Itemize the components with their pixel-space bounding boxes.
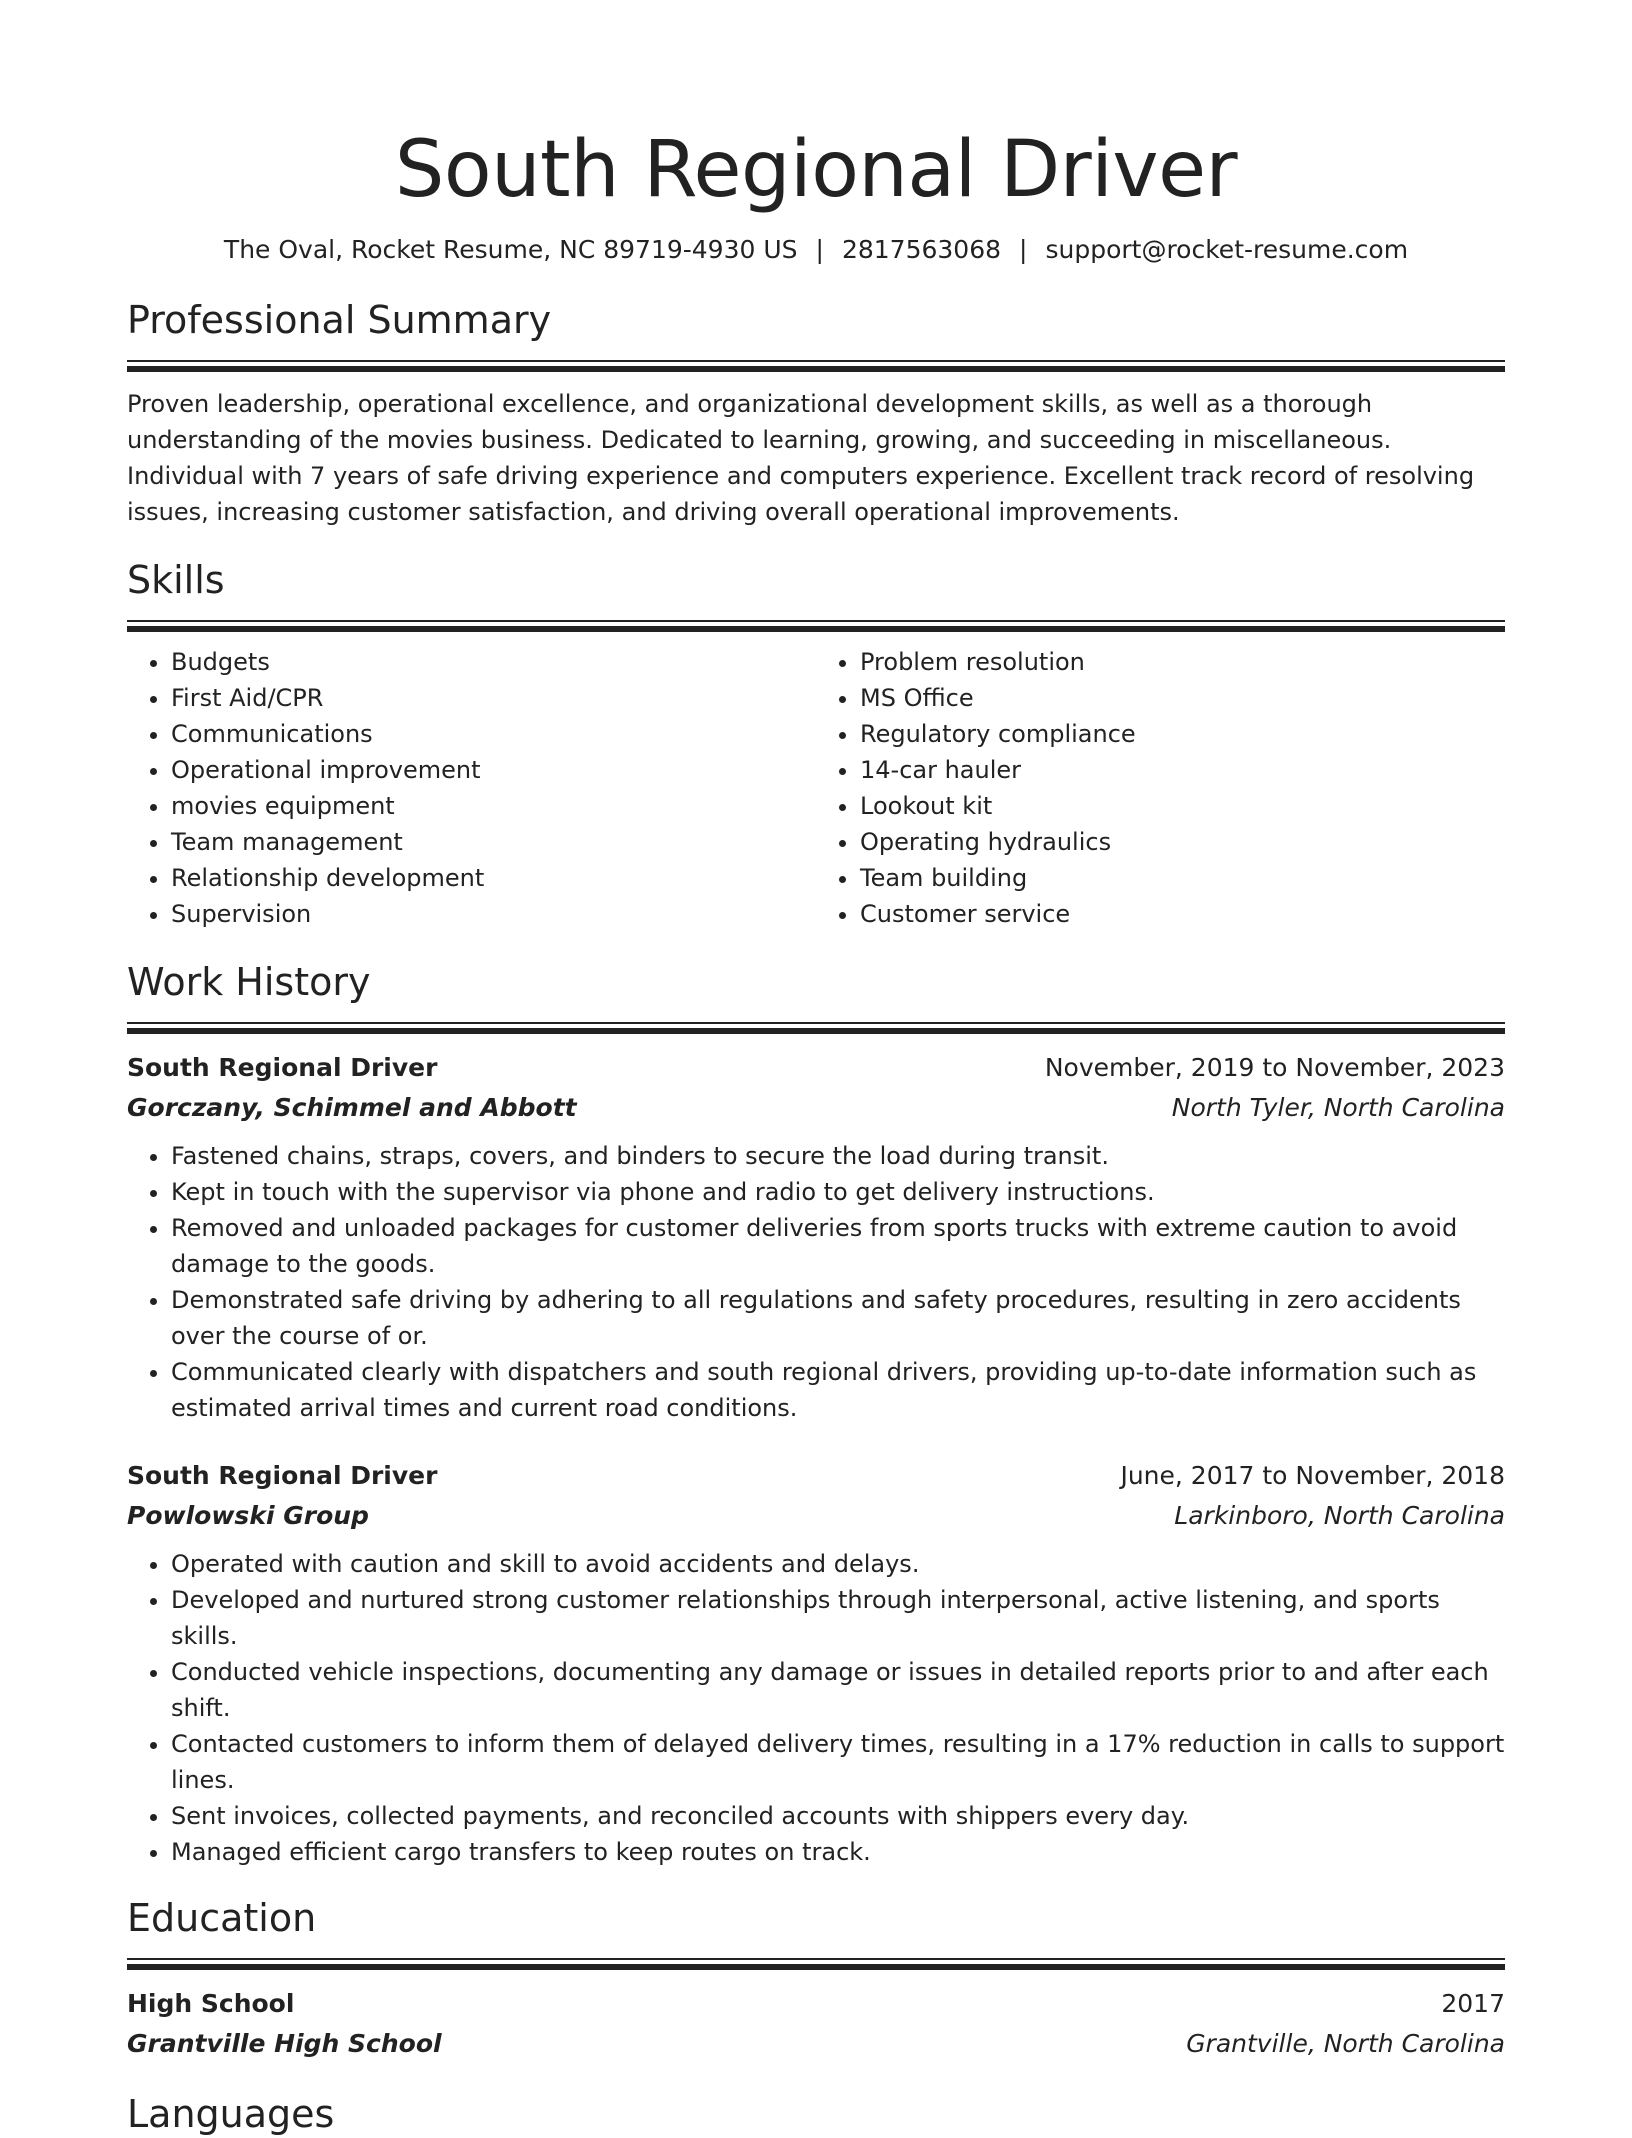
job-bullet: • Fastened chains, straps, covers, and binders to secure the load during transit. [171, 1138, 1505, 1174]
job-location: North Tyler, North Carolina [1171, 1093, 1505, 1122]
skill-item: • Supervision [171, 896, 816, 932]
job-company: Gorczany, Schimmel and Abbott [127, 1093, 577, 1122]
job-dates: June, 2017 to November, 2018 [1120, 1461, 1505, 1490]
skill-item: • Budgets [171, 644, 816, 680]
summary-text: Proven leadership, operational excellence, and organizational development skills, as well as a thorough understanding of the movies business. Dedicated to learning, growing, and succeeding in miscellaneous. Individual with 7 years of safe driving experience and computers experience. Excellent track record of resolving issues, increasing customer satisfaction, and driving overall operational improvements. [127, 390, 1475, 526]
skills-list-right [816, 644, 1505, 932]
skill-item: • Relationship development [171, 860, 816, 896]
skill-item: • 14-car hauler [860, 752, 1505, 788]
job-title: South Regional Driver [127, 1053, 438, 1082]
section-divider [127, 360, 1505, 372]
job-bullet: • Sent invoices, collected payments, and reconciled accounts with shippers every day. [171, 1798, 1505, 1834]
job-bullet: • Conducted vehicle inspections, documenting any damage or issues in detailed reports prior to and after each shift. [171, 1654, 1505, 1726]
section-title-skills: Skills [127, 558, 225, 602]
job-header-row [127, 1048, 1505, 1088]
resume-name: South Regional Driver [394, 125, 1238, 215]
job-entry [127, 1456, 1505, 1870]
skills-list-left [127, 644, 816, 932]
education-school: Grantville High School [127, 2029, 442, 2058]
contact-line [127, 234, 1505, 266]
job-bullet: • Demonstrated safe driving by adhering to all regulations and safety procedures, resulting in zero accidents over the course of or. [171, 1282, 1505, 1354]
job-bullet: • Removed and unloaded packages for customer deliveries from sports trucks with extreme caution to avoid damage to the goods. [171, 1210, 1505, 1282]
education-header-row [127, 1984, 1505, 2024]
summary-section [127, 296, 1505, 530]
education-year: 2017 [1441, 1989, 1505, 2018]
job-bullets [127, 1138, 1505, 1426]
job-bullets [127, 1546, 1505, 1870]
section-divider [127, 620, 1505, 632]
section-divider [127, 1022, 1505, 1034]
skill-item: • Team building [860, 860, 1505, 896]
contact-address: The Oval, Rocket Resume, NC 89719-4930 US [223, 235, 798, 264]
job-entry [127, 1048, 1505, 1426]
skill-item: • Regulatory compliance [860, 716, 1505, 752]
skill-item: • MS Office [860, 680, 1505, 716]
skills-section [127, 556, 1505, 932]
education-entry [127, 1984, 1505, 2064]
contact-separator: | [815, 235, 824, 264]
section-title-summary: Professional Summary [127, 298, 552, 342]
skill-item: • Team management [171, 824, 816, 860]
education-section [127, 1894, 1505, 2064]
section-title-education: Education [127, 1896, 317, 1940]
section-title-work-history: Work History [127, 960, 371, 1004]
job-company: Powlowski Group [127, 1501, 369, 1530]
contact-separator: | [1019, 235, 1028, 264]
skill-item: • First Aid/CPR [171, 680, 816, 716]
contact-phone: 2817563068 [841, 235, 1002, 264]
job-company-row [127, 1088, 1505, 1128]
skill-item: • Operational improvement [171, 752, 816, 788]
education-school-row [127, 2024, 1505, 2064]
job-dates: November, 2019 to November, 2023 [1044, 1053, 1505, 1082]
education-location: Grantville, North Carolina [1186, 2029, 1505, 2058]
job-bullet: • Managed efficient cargo transfers to keep routes on track. [171, 1834, 1505, 1870]
job-bullet: • Contacted customers to inform them of delayed delivery times, resulting in a 17% reduction in calls to support lines. [171, 1726, 1505, 1798]
contact-email: support@rocket-resume.com [1045, 235, 1409, 264]
skill-item: • Problem resolution [860, 644, 1505, 680]
skill-item: • movies equipment [171, 788, 816, 824]
education-degree: High School [127, 1989, 295, 2018]
job-location: Larkinboro, North Carolina [1174, 1501, 1505, 1530]
languages-section [127, 2090, 1505, 2138]
skills-columns [127, 644, 1505, 932]
job-title: South Regional Driver [127, 1461, 438, 1490]
section-divider [127, 1958, 1505, 1970]
job-bullet: • Developed and nurtured strong customer relationships through interpersonal, active listening, and sports skills. [171, 1582, 1505, 1654]
job-bullet: • Kept in touch with the supervisor via phone and radio to get delivery instructions. [171, 1174, 1505, 1210]
job-bullet: • Operated with caution and skill to avoid accidents and delays. [171, 1546, 1505, 1582]
skill-item: • Operating hydraulics [860, 824, 1505, 860]
job-header-row [127, 1456, 1505, 1496]
skill-item: • Customer service [860, 896, 1505, 932]
section-title-languages: Languages [127, 2092, 335, 2136]
skill-item: • Lookout kit [860, 788, 1505, 824]
work-history-section [127, 958, 1505, 1870]
skill-item: • Communications [171, 716, 816, 752]
job-company-row [127, 1496, 1505, 1536]
job-bullet: • Communicated clearly with dispatchers and south regional drivers, providing up-to-date information such as estimated arrival times and current road conditions. [171, 1354, 1505, 1426]
